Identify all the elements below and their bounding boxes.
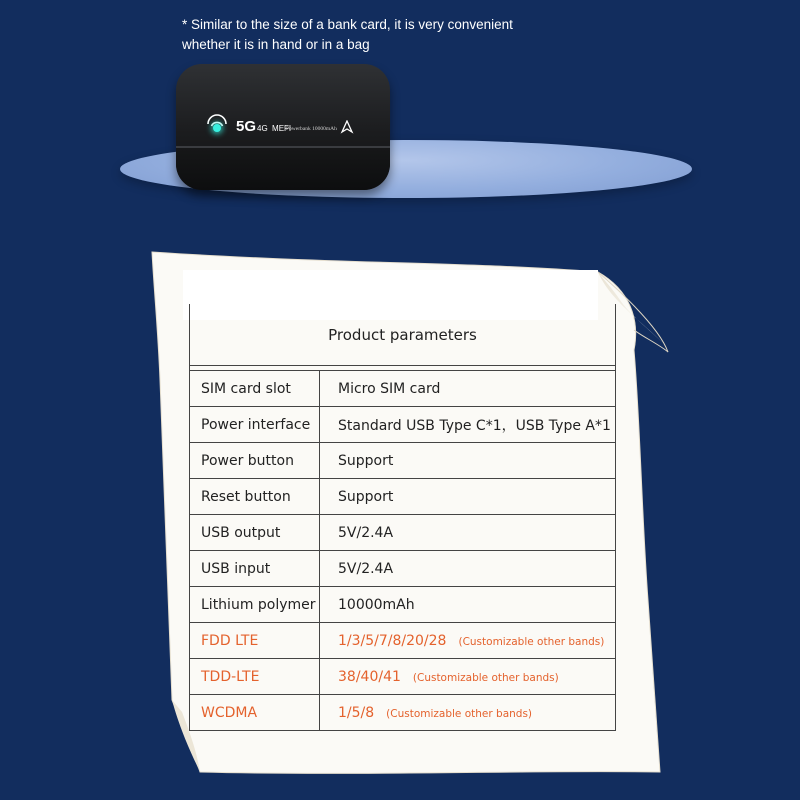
caption-line-2: whether it is in hand or in a bag — [182, 37, 370, 52]
band-note: (Customizable other bands) — [386, 707, 533, 720]
row-value: 5V/2.4A — [320, 551, 616, 587]
band-values: 1/3/5/7/8/20/28 — [338, 632, 447, 649]
row-label: Power button — [190, 443, 320, 479]
row-label: FDD LTE — [190, 623, 320, 659]
brand-5g: 5G — [236, 118, 257, 135]
band-values: 1/5/8 — [338, 704, 375, 721]
table-row-highlight — [190, 623, 616, 659]
row-value — [320, 695, 616, 731]
row-value: Support — [320, 479, 616, 515]
band-values: 38/40/41 — [338, 668, 401, 685]
row-value: 10000mAh — [320, 587, 616, 623]
row-value: 5V/2.4A — [320, 515, 616, 551]
table-row — [190, 515, 616, 551]
row-label: Power interface — [190, 407, 320, 443]
band-note: (Customizable other bands) — [458, 635, 605, 648]
row-label: TDD-LTE — [190, 659, 320, 695]
brand-4g: 4G — [257, 124, 268, 133]
table-row — [190, 371, 616, 407]
row-label: Lithium polymer — [190, 587, 320, 623]
row-label: WCDMA — [190, 695, 320, 731]
row-label: SIM card slot — [190, 371, 320, 407]
caption-line-1: * Similar to the size of a bank card, it is very convenient — [182, 17, 513, 32]
table-row-highlight — [190, 659, 616, 695]
table-row-highlight — [190, 695, 616, 731]
table-row — [190, 551, 616, 587]
table-header-row — [190, 304, 616, 366]
table-title: Product parameters — [190, 304, 616, 366]
row-value — [320, 623, 616, 659]
row-value: Micro SIM card — [320, 371, 616, 407]
band-note: (Customizable other bands) — [412, 671, 559, 684]
row-value: Standard USB Type C*1，USB Type A*1 — [320, 407, 616, 443]
table-row — [190, 407, 616, 443]
brand-name: MEFI — [272, 124, 292, 133]
row-label: Reset button — [190, 479, 320, 515]
row-label: USB output — [190, 515, 320, 551]
table-row — [190, 479, 616, 515]
device-subtitle: Powerbank 10000mAh — [286, 126, 337, 132]
row-value — [320, 659, 616, 695]
table-row — [190, 443, 616, 479]
product-parameters-table — [189, 304, 616, 731]
row-label: USB input — [190, 551, 320, 587]
row-value: Support — [320, 443, 616, 479]
table-row — [190, 587, 616, 623]
